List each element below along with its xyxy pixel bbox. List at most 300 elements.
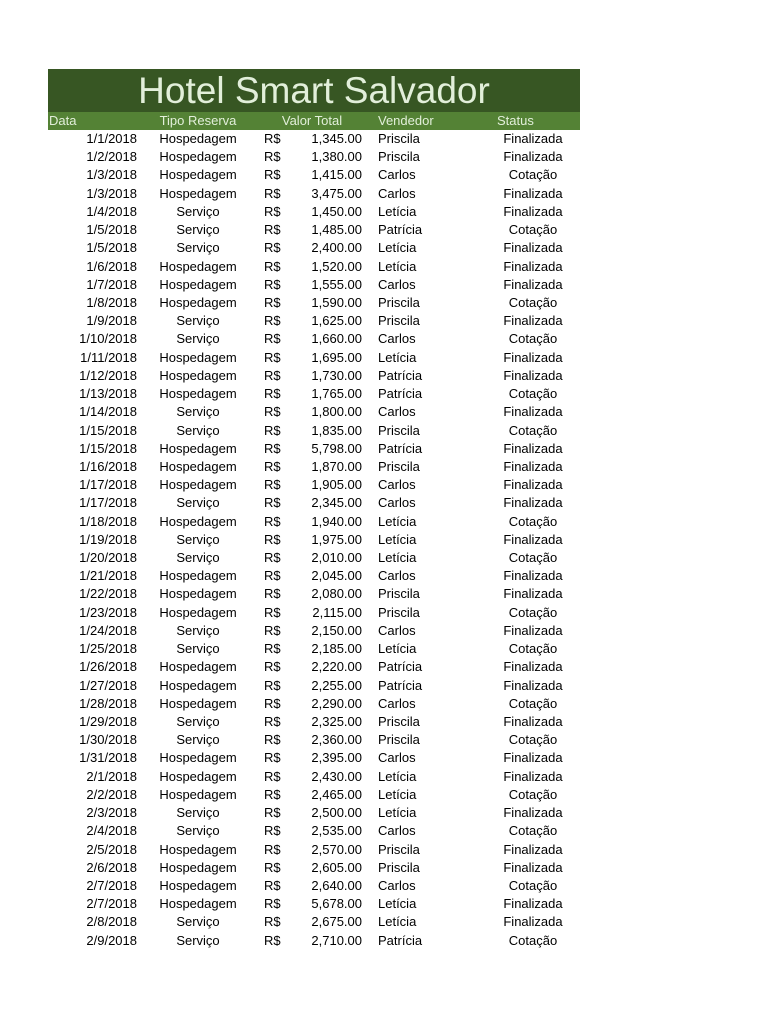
cell-currency-symbol: R$ [264,531,281,547]
cell-currency-symbol: R$ [264,185,281,201]
cell-valor-total: 2,535.00 [311,823,362,839]
cell-status: Finalizada [503,714,563,729]
cell-status: Cotação [508,695,558,711]
cell-vendedor: Letícia [378,240,417,256]
cell-vendedor: Letícia [378,914,417,930]
cell-tipo-reserva: Hospedagem [159,167,237,183]
cell-valor-total: 2,465.00 [311,786,362,802]
cell-vendedor: Letícia [378,258,417,274]
cell-data: 1/22/2018 [79,586,137,602]
cell-vendedor: Carlos [378,167,416,183]
cell-data: 1/10/2018 [79,331,137,347]
table-row [48,330,580,348]
cell-data: 2/9/2018 [86,932,137,948]
cell-currency-symbol: R$ [264,896,281,912]
cell-vendedor: Priscila [378,294,420,310]
cell-valor-total: 2,430.00 [311,768,362,784]
cell-status: Cotação [508,604,558,620]
cell-vendedor: Carlos [378,877,416,893]
cell-vendedor: Priscila [378,604,420,620]
cell-tipo-reserva: Hospedagem [159,294,237,310]
cell-currency-symbol: R$ [264,404,281,420]
cell-tipo-reserva: Serviço [176,732,220,748]
cell-data: 2/4/2018 [86,823,137,839]
cell-vendedor: Priscila [378,458,420,474]
cell-data: 1/2/2018 [86,149,137,165]
cell-data: 2/7/2018 [86,896,137,912]
cell-currency-symbol: R$ [264,932,281,948]
cell-status: Cotação [508,386,558,402]
cell-status: Finalizada [503,367,563,383]
cell-valor-total: 1,870.00 [311,458,362,474]
cell-data: 1/17/2018 [79,495,137,511]
cell-data: 1/4/2018 [86,203,137,219]
cell-valor-total: 1,765.00 [311,386,362,402]
cell-data: 1/15/2018 [79,440,137,456]
cell-currency-symbol: R$ [264,240,281,256]
cell-vendedor: Priscila [378,131,420,146]
cell-tipo-reserva: Hospedagem [159,859,237,875]
cell-data: 1/1/2018 [86,131,137,146]
cell-status: Finalizada [503,495,563,511]
table-row [48,841,580,859]
cell-currency-symbol: R$ [264,641,281,657]
cell-tipo-reserva: Serviço [176,222,220,238]
cell-tipo-reserva: Hospedagem [159,477,237,493]
table-row [48,476,580,494]
cell-data: 1/3/2018 [86,167,137,183]
table-row [48,367,580,385]
cell-data: 1/11/2018 [80,349,137,365]
cell-status: Finalizada [503,276,563,292]
table-row [48,440,580,458]
cell-valor-total: 1,660.00 [311,331,362,347]
cell-valor-total: 1,695.00 [311,349,362,365]
header-data: Data [49,113,77,128]
cell-currency-symbol: R$ [264,331,281,347]
cell-tipo-reserva: Serviço [176,622,220,638]
cell-tipo-reserva: Serviço [176,331,220,347]
cell-currency-symbol: R$ [264,714,281,729]
table-row [48,494,580,512]
table-row [48,166,580,184]
cell-currency-symbol: R$ [264,222,281,238]
cell-data: 1/3/2018 [86,185,137,201]
table-row [48,877,580,895]
cell-valor-total: 2,010.00 [311,550,362,566]
table-row [48,731,580,749]
cell-valor-total: 2,115.00 [312,604,362,620]
table-row [48,185,580,203]
table-row [48,913,580,931]
cell-status: Finalizada [503,258,563,274]
cell-tipo-reserva: Serviço [176,495,220,511]
cell-vendedor: Priscila [378,859,420,875]
cell-tipo-reserva: Serviço [176,823,220,839]
cell-tipo-reserva: Serviço [176,531,220,547]
cell-status: Cotação [508,641,558,657]
table-row [48,130,580,148]
table-row [48,804,580,822]
cell-currency-symbol: R$ [264,677,281,693]
cell-data: 2/1/2018 [86,768,137,784]
cell-vendedor: Priscila [378,732,420,748]
cell-status: Cotação [508,550,558,566]
cell-status: Finalizada [503,531,563,547]
table-row [48,859,580,877]
table-row [48,549,580,567]
cell-status: Finalizada [503,440,563,456]
cell-valor-total: 1,625.00 [311,313,362,329]
cell-data: 1/15/2018 [79,422,137,438]
cell-vendedor: Patrícia [378,367,423,383]
cell-status: Finalizada [503,349,563,365]
cell-tipo-reserva: Hospedagem [159,877,237,893]
cell-status: Finalizada [503,149,563,165]
cell-vendedor: Letícia [378,513,417,529]
cell-status: Finalizada [503,841,563,857]
cell-tipo-reserva: Hospedagem [159,677,237,693]
cell-tipo-reserva: Hospedagem [159,149,237,165]
cell-valor-total: 2,220.00 [311,659,362,675]
cell-status: Finalizada [503,404,563,420]
table-row [48,458,580,476]
cell-valor-total: 1,940.00 [311,513,362,529]
table-row [48,531,580,549]
cell-data: 1/24/2018 [79,622,137,638]
cell-valor-total: 2,675.00 [311,914,362,930]
cell-vendedor: Letícia [378,203,417,219]
cell-currency-symbol: R$ [264,568,281,584]
cell-vendedor: Priscila [378,422,420,438]
cell-data: 1/28/2018 [79,695,137,711]
cell-data: 2/7/2018 [86,877,137,893]
cell-vendedor: Carlos [378,276,416,292]
cell-currency-symbol: R$ [264,841,281,857]
cell-currency-symbol: R$ [264,750,281,766]
cell-vendedor: Letícia [378,641,417,657]
cell-data: 1/5/2018 [86,222,137,238]
cell-data: 1/12/2018 [79,367,137,383]
cell-currency-symbol: R$ [264,823,281,839]
cell-status: Finalizada [503,240,563,256]
cell-currency-symbol: R$ [264,131,281,146]
cell-tipo-reserva: Hospedagem [159,786,237,802]
cell-status: Finalizada [503,914,563,930]
cell-valor-total: 2,080.00 [311,586,362,602]
table-row [48,422,580,440]
table-row [48,385,580,403]
table-row [48,786,580,804]
cell-valor-total: 2,570.00 [311,841,362,857]
cell-currency-symbol: R$ [264,877,281,893]
cell-vendedor: Patrícia [378,440,423,456]
cell-valor-total: 2,325.00 [311,714,362,729]
cell-tipo-reserva: Hospedagem [159,604,237,620]
cell-valor-total: 2,640.00 [311,877,362,893]
cell-vendedor: Letícia [378,349,417,365]
cell-vendedor: Letícia [378,550,417,566]
cell-data: 1/13/2018 [79,386,137,402]
cell-valor-total: 1,555.00 [311,276,362,292]
table-row [48,312,580,330]
cell-data: 1/7/2018 [86,276,137,292]
cell-data: 1/27/2018 [79,677,137,693]
cell-tipo-reserva: Serviço [176,240,220,256]
cell-currency-symbol: R$ [264,768,281,784]
cell-currency-symbol: R$ [264,313,281,329]
table-row [48,713,580,731]
header-tipo-reserva: Tipo Reserva [159,113,237,128]
cell-vendedor: Carlos [378,750,416,766]
cell-data: 1/20/2018 [79,550,137,566]
cell-data: 1/18/2018 [79,513,137,529]
cell-currency-symbol: R$ [264,440,281,456]
cell-vendedor: Letícia [378,805,417,821]
cell-valor-total: 1,520.00 [311,258,362,274]
table-row [48,567,580,585]
table-row [48,221,580,239]
table-row [48,585,580,603]
cell-currency-symbol: R$ [264,586,281,602]
cell-currency-symbol: R$ [264,786,281,802]
cell-currency-symbol: R$ [264,367,281,383]
cell-vendedor: Letícia [378,786,417,802]
table-row [48,622,580,640]
cell-data: 1/8/2018 [86,294,137,310]
cell-vendedor: Carlos [378,823,416,839]
cell-valor-total: 2,345.00 [311,495,362,511]
cell-currency-symbol: R$ [264,732,281,748]
table-row [48,403,580,421]
cell-tipo-reserva: Serviço [176,932,220,948]
cell-status: Finalizada [503,805,563,821]
cell-vendedor: Patrícia [378,659,423,675]
cell-vendedor: Carlos [378,622,416,638]
title-bar [48,69,580,112]
table-row [48,258,580,276]
cell-data: 2/5/2018 [86,841,137,857]
cell-data: 1/23/2018 [79,604,137,620]
cell-data: 2/6/2018 [86,859,137,875]
cell-data: 2/3/2018 [86,805,137,821]
cell-vendedor: Patrícia [378,222,423,238]
table-row [48,932,580,950]
cell-data: 1/16/2018 [79,458,137,474]
cell-tipo-reserva: Serviço [176,313,220,329]
table-row [48,822,580,840]
cell-tipo-reserva: Hospedagem [159,768,237,784]
cell-vendedor: Priscila [378,714,420,729]
cell-status: Cotação [508,167,558,183]
cell-tipo-reserva: Hospedagem [159,841,237,857]
table-row [48,294,580,312]
cell-tipo-reserva: Hospedagem [159,185,237,201]
cell-status: Cotação [508,422,558,438]
cell-vendedor: Patrícia [378,932,423,948]
cell-tipo-reserva: Hospedagem [159,695,237,711]
cell-currency-symbol: R$ [264,550,281,566]
cell-data: 1/14/2018 [79,404,137,420]
cell-vendedor: Letícia [378,896,417,912]
cell-valor-total: 1,415.00 [311,167,362,183]
cell-tipo-reserva: Hospedagem [159,586,237,602]
cell-data: 1/26/2018 [79,659,137,675]
cell-status: Cotação [508,786,558,802]
cell-valor-total: 1,485.00 [311,222,362,238]
cell-tipo-reserva: Serviço [176,422,220,438]
cell-valor-total: 2,395.00 [311,750,362,766]
cell-currency-symbol: R$ [264,805,281,821]
cell-tipo-reserva: Serviço [176,914,220,930]
header-valor-total: Valor Total [281,113,343,128]
cell-status: Cotação [508,331,558,347]
table-row [48,203,580,221]
cell-vendedor: Carlos [378,404,416,420]
cell-currency-symbol: R$ [264,859,281,875]
cell-status: Finalizada [503,185,563,201]
cell-vendedor: Priscila [378,313,420,329]
cell-tipo-reserva: Hospedagem [159,896,237,912]
cell-vendedor: Carlos [378,495,416,511]
cell-currency-symbol: R$ [264,513,281,529]
cell-tipo-reserva: Hospedagem [159,513,237,529]
cell-currency-symbol: R$ [264,695,281,711]
table-row [48,658,580,676]
cell-valor-total: 3,475.00 [311,185,362,201]
cell-vendedor: Letícia [378,768,417,784]
cell-status: Finalizada [503,750,563,766]
cell-vendedor: Carlos [378,331,416,347]
cell-tipo-reserva: Hospedagem [159,258,237,274]
cell-status: Finalizada [503,622,563,638]
cell-vendedor: Carlos [378,568,416,584]
cell-vendedor: Priscila [378,149,420,165]
cell-status: Cotação [508,732,558,748]
cell-vendedor: Carlos [378,695,416,711]
cell-currency-symbol: R$ [264,914,281,930]
cell-tipo-reserva: Hospedagem [159,367,237,383]
cell-status: Finalizada [503,458,563,474]
table-row [48,349,580,367]
cell-tipo-reserva: Hospedagem [159,131,237,146]
cell-valor-total: 2,045.00 [311,568,362,584]
cell-currency-symbol: R$ [264,386,281,402]
cell-currency-symbol: R$ [264,659,281,675]
cell-data: 1/6/2018 [86,258,137,274]
header-vendedor: Vendedor [378,113,434,128]
cell-data: 1/30/2018 [79,732,137,748]
cell-tipo-reserva: Hospedagem [159,276,237,292]
cell-vendedor: Priscila [378,586,420,602]
cell-data: 1/29/2018 [79,714,137,729]
cell-tipo-reserva: Hospedagem [159,440,237,456]
table-row [48,677,580,695]
cell-currency-symbol: R$ [264,604,281,620]
cell-status: Finalizada [503,896,563,912]
cell-valor-total: 1,800.00 [311,404,362,420]
cell-vendedor: Patrícia [378,677,423,693]
cell-valor-total: 2,150.00 [311,622,362,638]
cell-vendedor: Letícia [378,531,417,547]
cell-valor-total: 5,798.00 [311,440,362,456]
cell-status: Finalizada [503,586,563,602]
cell-data: 2/2/2018 [86,786,137,802]
table-row [48,695,580,713]
cell-currency-symbol: R$ [264,622,281,638]
reservations-sheet [48,69,580,950]
cell-currency-symbol: R$ [264,294,281,310]
cell-valor-total: 1,975.00 [311,531,362,547]
cell-currency-symbol: R$ [264,258,281,274]
cell-currency-symbol: R$ [264,203,281,219]
cell-status: Cotação [508,932,558,948]
cell-status: Finalizada [503,131,563,146]
cell-valor-total: 1,345.00 [311,131,362,146]
cell-valor-total: 1,590.00 [311,294,362,310]
cell-data: 1/19/2018 [79,531,137,547]
cell-valor-total: 2,290.00 [311,695,362,711]
cell-currency-symbol: R$ [264,167,281,183]
cell-currency-symbol: R$ [264,276,281,292]
cell-tipo-reserva: Hospedagem [159,659,237,675]
header-row [48,112,580,130]
cell-status: Finalizada [503,677,563,693]
cell-currency-symbol: R$ [264,477,281,493]
table-row [48,276,580,294]
cell-tipo-reserva: Hospedagem [159,458,237,474]
cell-valor-total: 2,500.00 [311,805,362,821]
cell-currency-symbol: R$ [264,422,281,438]
header-status: Status [497,113,534,128]
cell-valor-total: 1,905.00 [311,477,362,493]
table-row [48,640,580,658]
table-body [48,130,580,950]
cell-valor-total: 2,360.00 [311,732,362,748]
table-row [48,239,580,257]
cell-valor-total: 2,255.00 [311,677,362,693]
cell-tipo-reserva: Serviço [176,550,220,566]
cell-valor-total: 1,835.00 [311,422,362,438]
cell-valor-total: 1,730.00 [311,367,362,383]
table-row [48,749,580,767]
cell-valor-total: 2,605.00 [311,859,362,875]
cell-currency-symbol: R$ [264,149,281,165]
cell-status: Cotação [508,222,558,238]
cell-status: Finalizada [503,313,563,329]
cell-tipo-reserva: Serviço [176,641,220,657]
cell-currency-symbol: R$ [264,349,281,365]
table-row [48,513,580,531]
cell-tipo-reserva: Hospedagem [159,386,237,402]
cell-data: 1/21/2018 [79,568,137,584]
cell-status: Cotação [508,294,558,310]
cell-valor-total: 2,400.00 [311,240,362,256]
cell-vendedor: Carlos [378,477,416,493]
cell-status: Finalizada [503,768,563,784]
cell-status: Finalizada [503,568,563,584]
cell-currency-symbol: R$ [264,458,281,474]
cell-status: Cotação [508,823,558,839]
cell-status: Cotação [508,513,558,529]
cell-data: 1/31/2018 [79,750,137,766]
cell-data: 1/17/2018 [79,477,137,493]
cell-tipo-reserva: Serviço [176,714,220,729]
cell-vendedor: Priscila [378,841,420,857]
cell-currency-symbol: R$ [264,495,281,511]
cell-vendedor: Patrícia [378,386,423,402]
cell-status: Finalizada [503,859,563,875]
